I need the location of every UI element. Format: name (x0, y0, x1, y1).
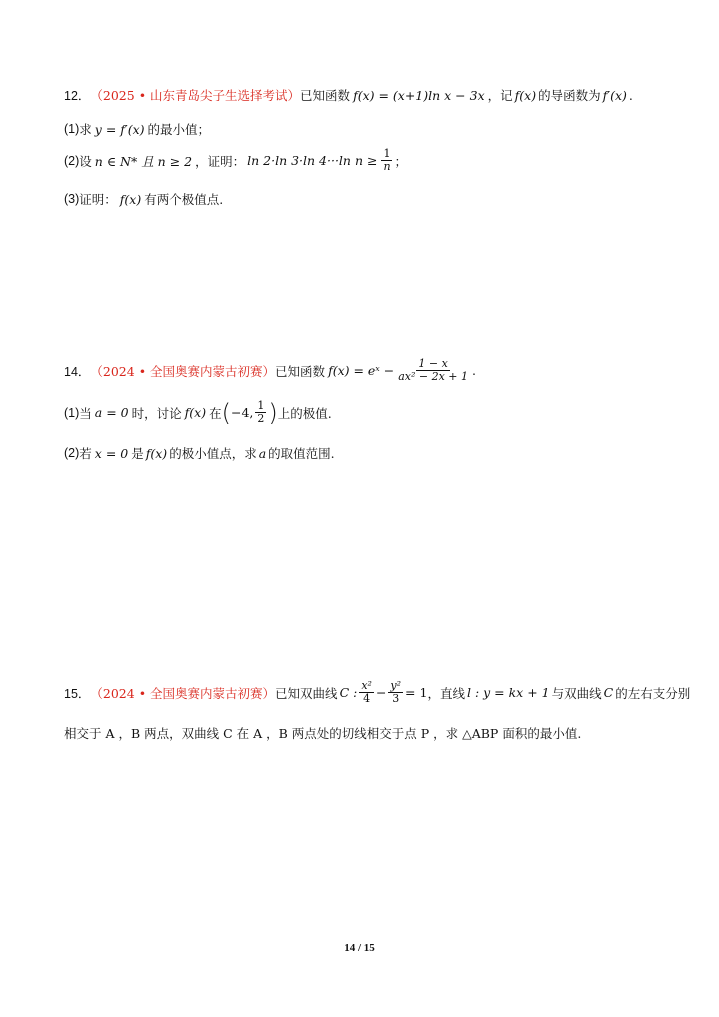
part-text: 的取值范围. (268, 446, 335, 461)
stem-text: ，直线 (427, 685, 465, 701)
part-text: 上的极值. (277, 405, 332, 421)
stem-text: . (628, 87, 633, 103)
part-math: a (258, 445, 267, 461)
problem-15-stem-line-2 (64, 724, 581, 742)
stem-text: ，记 (487, 88, 513, 103)
part-math: a = 0 (94, 405, 129, 420)
part-text: ； (394, 153, 408, 169)
fraction-denominator: n (383, 160, 391, 173)
fraction-denominator: 3 (392, 692, 400, 705)
part-math: y = f′(x) (94, 121, 145, 137)
stem-text: . (472, 363, 476, 378)
part-label: (2) (64, 446, 80, 460)
fraction-numerator: 1 (383, 147, 391, 160)
part-math: x = 0 (94, 445, 129, 461)
stem-math: f′(x) (602, 87, 627, 103)
part-math: f(x) (145, 445, 168, 461)
part-label: (1) (64, 122, 80, 136)
stem-math: f(x) = eˣ − (328, 363, 395, 378)
fraction-denominator: 4 (363, 692, 371, 705)
problem-12-part-3 (64, 190, 223, 208)
part-label: (3) (64, 192, 80, 206)
stem-text: 的导函数为 (538, 88, 601, 103)
part-label: (2) (64, 153, 80, 168)
part-text: 的极小值点，求 (169, 446, 257, 461)
part-text: 设 (79, 153, 92, 169)
part-text: 求 (79, 122, 92, 137)
fraction (359, 680, 374, 705)
stem-text: = 1 (405, 685, 428, 700)
part-text: 的最小值； (147, 122, 211, 137)
stem-math: C (603, 685, 614, 700)
part-text: 时，讨论 (131, 405, 182, 421)
problem-source: （2024 • 全国奥赛内蒙古初赛） (90, 685, 276, 701)
problem-source: （2025 • 山东青岛尖子生选择考试） (90, 88, 301, 103)
problem-12-part-1 (64, 120, 210, 138)
left-paren: ( (221, 398, 231, 427)
problem-14-part-1 (64, 400, 332, 425)
problem-source: （2024 • 全国奥赛内蒙古初赛） (90, 363, 276, 379)
stem-math: f(x) (514, 87, 537, 103)
part-math: ln 2·ln 3·ln 4···ln n ≥ (247, 153, 378, 168)
problem-number: 15． (64, 686, 91, 701)
fraction (396, 358, 470, 383)
right-paren: ) (268, 398, 278, 427)
problem-15-stem (64, 680, 690, 705)
page-number: 14 / 15 (344, 942, 375, 954)
stem-math: f(x) = (x+1)ln x − 3x (353, 87, 485, 103)
problem-12-stem (64, 86, 633, 104)
fraction-numerator: x² (361, 679, 372, 692)
fraction-numerator: 1 (257, 399, 265, 412)
fraction (255, 400, 266, 425)
fraction-numerator: 1 − x (418, 357, 448, 370)
fraction (388, 680, 403, 705)
stem-math: C : (339, 685, 358, 700)
stem-text: 已知双曲线 (275, 685, 338, 701)
part-math: n ∈ N* 且 n ≥ 2 (94, 153, 193, 169)
stem-text: 与双曲线 (551, 685, 602, 701)
part-math: f(x) (184, 405, 207, 420)
part-text: ，证明： (195, 153, 246, 169)
part-text: 若 (79, 446, 92, 461)
part-text: 证明： (79, 192, 117, 207)
part-text: 有两个极值点. (144, 192, 224, 207)
problem-number: 12． (64, 89, 91, 103)
interval-left: −4, (230, 405, 254, 420)
part-text: 当 (79, 405, 92, 421)
stem-text: 已知函数 (300, 88, 351, 103)
problem-14-part-2 (64, 444, 335, 462)
stem-text: 相交于 A ，B 两点，双曲线 C 在 A ，B 两点处的切线相交于点 P ，求 △ABP 面积的最小值. (64, 726, 582, 741)
stem-text: 的左右支分别 (615, 685, 691, 701)
stem-text: 已知函数 (275, 363, 326, 379)
fraction-denominator: ax² − 2x + 1 (398, 370, 468, 383)
problem-number: 14． (64, 364, 91, 379)
problem-14-stem (64, 358, 476, 383)
part-text: 是 (131, 446, 144, 461)
part-text: 在 (209, 405, 222, 421)
problem-12-part-2 (64, 148, 407, 173)
stem-text: − (375, 685, 387, 700)
stem-math: l : y = kx + 1 (466, 685, 550, 700)
part-math: f(x) (119, 191, 142, 207)
fraction-numerator: y² (390, 679, 402, 692)
part-label: (1) (64, 405, 80, 420)
fraction (381, 148, 392, 173)
fraction-denominator: 2 (257, 412, 265, 425)
